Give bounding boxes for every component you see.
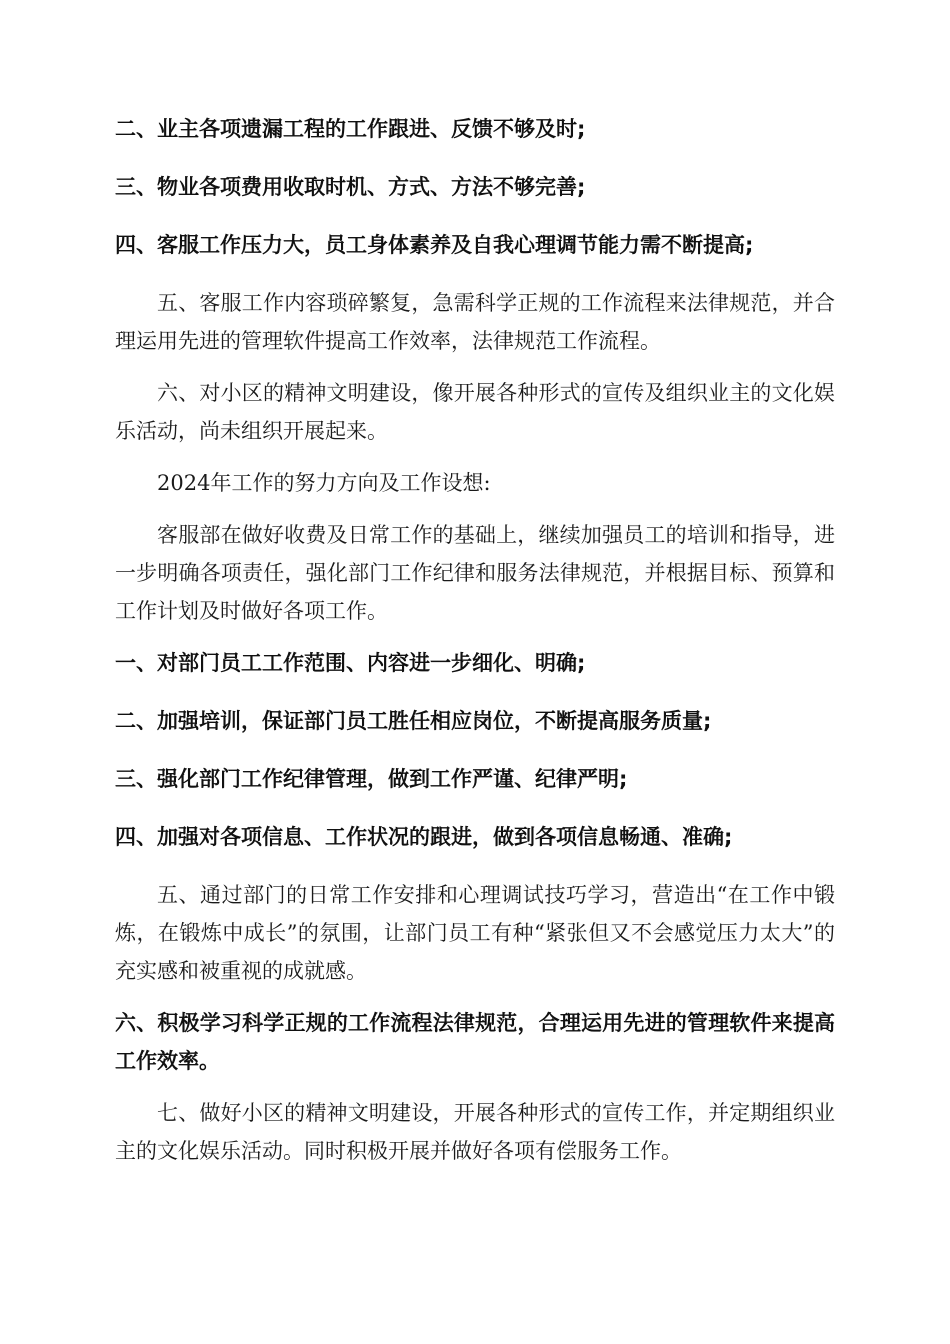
paragraph-11: 四、加强对各项信息、工作状况的跟进，做到各项信息畅通、准确;	[115, 825, 733, 849]
paragraph-9: 二、加强培训，保证部门员工胜任相应岗位，不断提高服务质量;	[115, 709, 712, 733]
paragraph-1: 二、业主各项遗漏工程的工作跟进、反馈不够及时;	[115, 117, 586, 141]
paragraph-6: 2024年工作的努力方向及工作设想:	[157, 471, 491, 495]
paragraph-7: 客服部在做好收费及日常工作的基础上，继续加强员工的培训和指导，进一步明确各项责任，强化部门工作纪律和服务法律规范，并根据目标、预算和工作计划及时做好各项工作。	[115, 523, 835, 623]
paragraph-10: 三、强化部门工作纪律管理，做到工作严谨、纪律严明;	[115, 767, 628, 791]
document-body	[115, 110, 835, 1184]
paragraph-4: 五、客服工作内容琐碎繁复，急需科学正规的工作流程来法律规范，并合理运用先进的管理软件提高工作效率，法律规范工作流程。	[115, 291, 835, 353]
paragraph-5: 六、对小区的精神文明建设，像开展各种形式的宣传及组织业主的文化娱乐活动，尚未组织开展起来。	[115, 381, 835, 443]
paragraph-8: 一、对部门员工工作范围、内容进一步细化、明确;	[115, 651, 586, 675]
paragraph-14: 七、做好小区的精神文明建设，开展各种形式的宣传工作，并定期组织业主的文化娱乐活动。同时积极开展并做好各项有偿服务工作。	[115, 1101, 835, 1163]
paragraph-12: 五、通过部门的日常工作安排和心理调试技巧学习，营造出“在工作中锻炼，在锻炼中成长”的氛围，让部门员工有种“紧张但又不会感觉压力太大”的充实感和被重视的成就感。	[115, 883, 835, 983]
paragraph-3: 四、客服工作压力大，员工身体素养及自我心理调节能力需不断提高;	[115, 233, 754, 257]
paragraph-13: 六、积极学习科学正规的工作流程法律规范，合理运用先进的管理软件来提高工作效率。	[115, 1011, 835, 1073]
paragraph-2: 三、物业各项费用收取时机、方式、方法不够完善;	[115, 175, 586, 199]
